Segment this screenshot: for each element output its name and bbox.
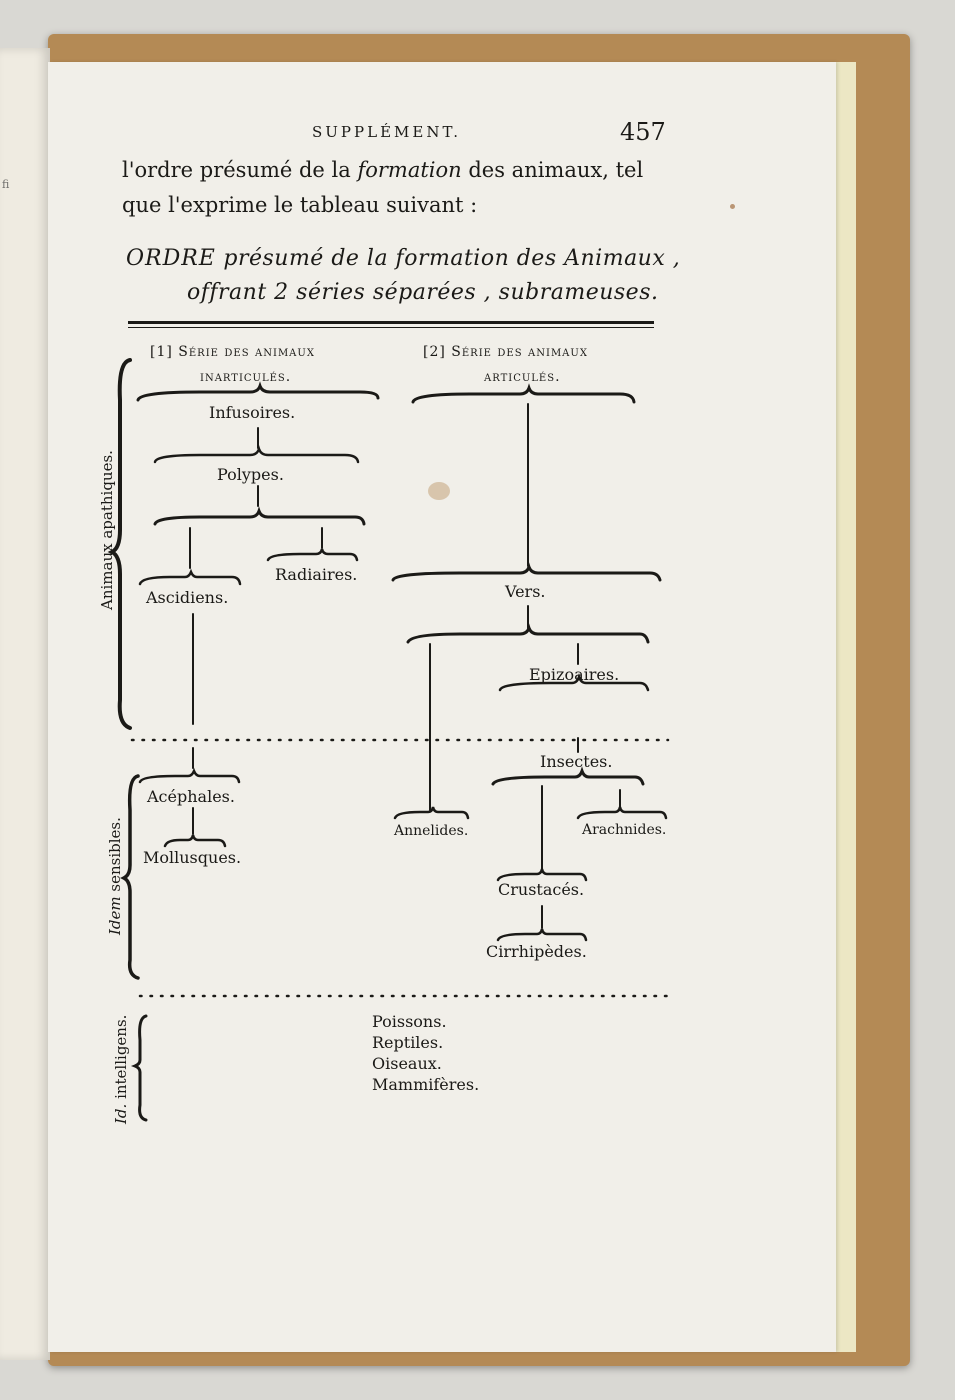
brace-top-series-1 bbox=[138, 386, 378, 400]
intro-line-2: que l'exprime le tableau suivant : bbox=[122, 193, 478, 217]
brace-top-series-2 bbox=[413, 388, 634, 402]
node-insectes: Insectes. bbox=[540, 752, 613, 771]
group-label-sensibles-rest: sensibles. bbox=[106, 817, 124, 897]
node-polypes: Polypes. bbox=[217, 465, 284, 484]
vertebrate-oiseaux: Oiseaux. bbox=[372, 1054, 442, 1073]
node-infusoires: Infusoires. bbox=[209, 403, 296, 422]
brace-sensibles bbox=[124, 776, 138, 978]
series-1-heading-line-1: [1] Série des animaux bbox=[150, 344, 315, 360]
brace-crustaces bbox=[498, 869, 586, 880]
brace-radiaires bbox=[268, 549, 357, 560]
series-1-heading-line-2: inarticulés. bbox=[200, 369, 292, 385]
intro-line-1-b: des animaux, tel bbox=[461, 158, 644, 182]
group-label-intelligens-em: Id. bbox=[112, 1103, 130, 1124]
vertebrate-poissons: Poissons. bbox=[372, 1012, 447, 1031]
group-label-intelligens-rest: intelligens. bbox=[112, 1014, 130, 1104]
brace-mollusques bbox=[165, 835, 225, 846]
node-mollusques: Mollusques. bbox=[143, 848, 242, 867]
node-epizoaires: Epizoaires. bbox=[529, 665, 620, 684]
node-cirrhipedes: Cirrhipèdes. bbox=[486, 942, 587, 961]
node-vers: Vers. bbox=[505, 582, 546, 601]
table-title-rest: présumé de la formation des Animaux , bbox=[215, 246, 681, 271]
brace-branch-series-1 bbox=[155, 511, 364, 524]
intro-line-1-em: formation bbox=[357, 158, 462, 182]
intro-line-1-a: l'ordre présumé de la bbox=[122, 158, 358, 182]
node-radiaires: Radiaires. bbox=[275, 565, 358, 584]
node-acephales: Acéphales. bbox=[147, 787, 235, 806]
brace-arachnides bbox=[578, 807, 666, 818]
group-label-sensibles-em: Idem bbox=[106, 896, 124, 935]
table-title-line-2: offrant 2 séries séparées , subrameuses. bbox=[187, 280, 659, 305]
brace-polypes bbox=[155, 449, 358, 462]
brace-insectes bbox=[493, 771, 643, 784]
series-2-heading-line-2: articulés. bbox=[484, 369, 561, 385]
brace-vers bbox=[393, 567, 660, 580]
brace-intelligens bbox=[135, 1016, 146, 1120]
group-label-intelligens bbox=[114, 1015, 129, 1124]
table-title-caps: ORDRE bbox=[126, 246, 216, 271]
previous-page-edge: ﬁ bbox=[0, 48, 50, 1360]
brace-acephales bbox=[140, 771, 239, 782]
series-2-heading-line-1: [2] Série des animaux bbox=[423, 344, 588, 360]
brace-annelides bbox=[395, 807, 468, 818]
brace-vers-branch bbox=[408, 628, 648, 642]
vertebrate-reptiles: Reptiles. bbox=[372, 1033, 444, 1052]
node-annelides: Annelides. bbox=[394, 823, 469, 839]
group-label-apathiques: Animaux apathiques. bbox=[98, 450, 116, 610]
node-arachnides: Arachnides. bbox=[582, 822, 667, 838]
running-title: SUPPLÉMENT. bbox=[312, 123, 462, 141]
brace-ascidiens bbox=[140, 572, 240, 584]
page-number: 457 bbox=[620, 118, 666, 146]
node-ascidiens: Ascidiens. bbox=[146, 588, 229, 607]
group-label-sensibles bbox=[108, 817, 123, 935]
vertebrate-mammiferes: Mammifères. bbox=[372, 1075, 480, 1094]
brace-cirrhipedes bbox=[498, 929, 586, 940]
node-crustaces: Crustacés. bbox=[498, 880, 585, 899]
